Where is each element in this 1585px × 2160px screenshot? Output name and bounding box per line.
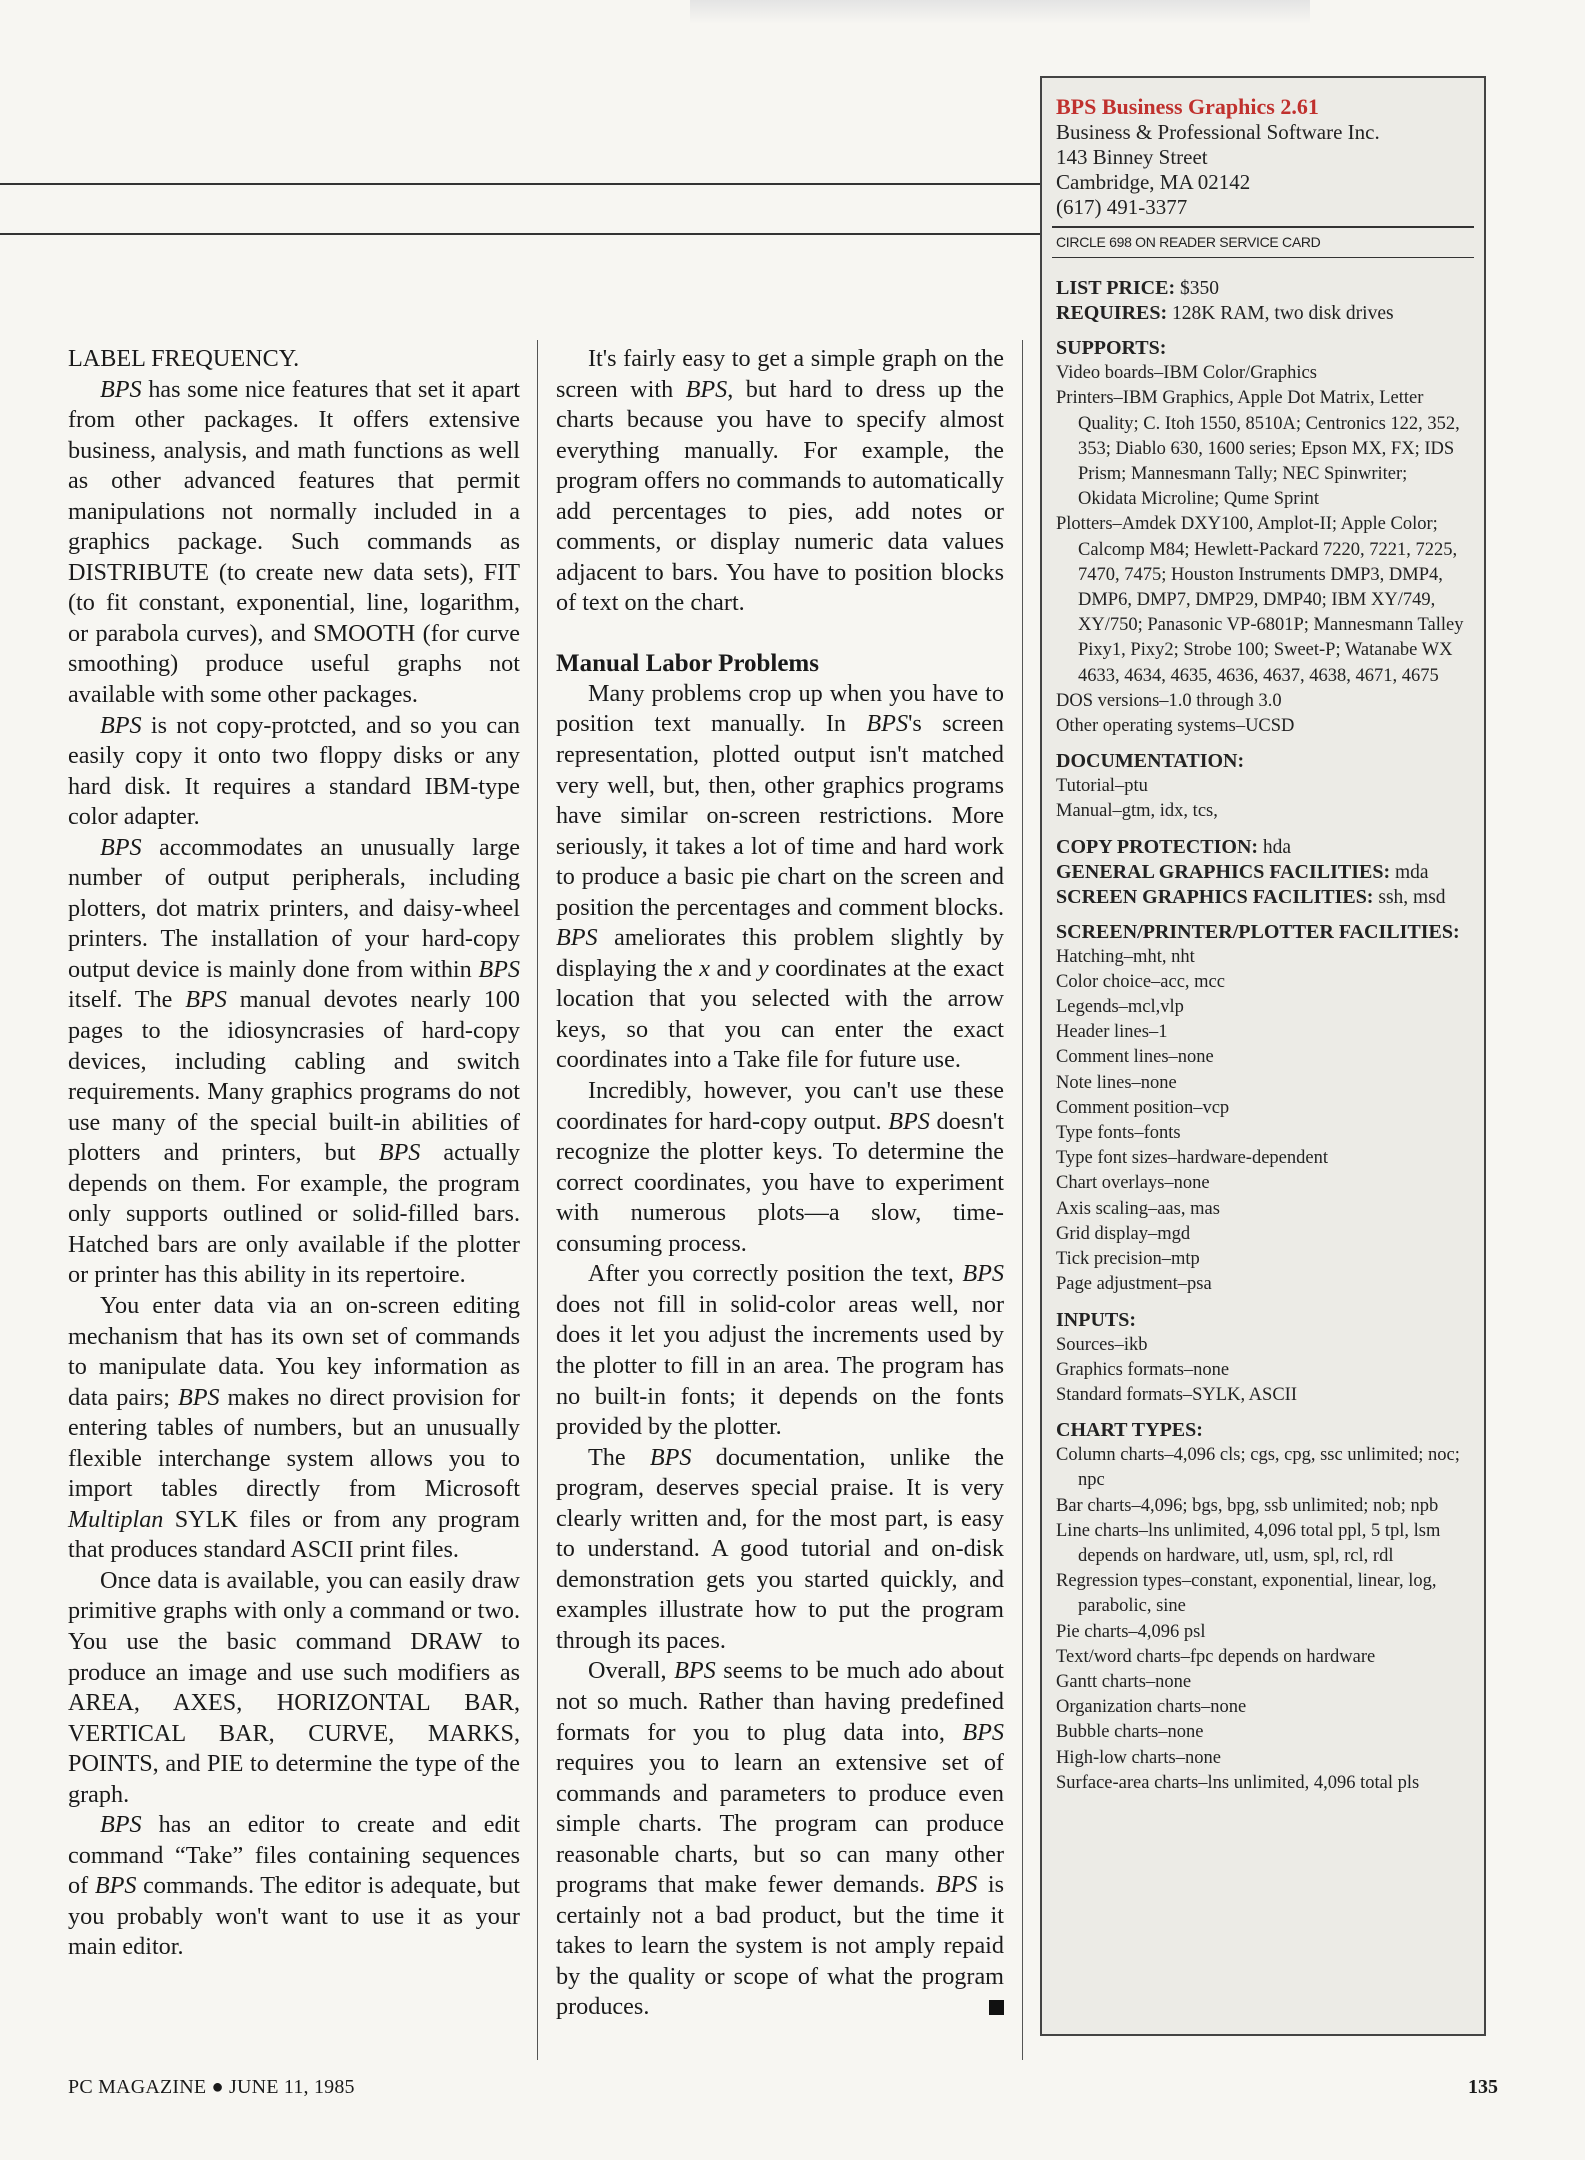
spec-item: Pie charts–4,096 psl <box>1056 1621 1206 1642</box>
screen-graphics-label: SCREEN GRAPHICS FACILITIES: <box>1056 885 1374 908</box>
spec-item: Organization charts–none <box>1056 1697 1247 1718</box>
spec-item: Chart overlays–none <box>1056 1173 1210 1194</box>
paragraph: BPS accommodates an unusually large number of output peripherals, including plotters, dot matrix printers, and daisy-wheel printers. The installation of your hard-copy output device is mainly done from within BPS itself. The BPS manual devotes nearly 100 pages to the idiosyncrasies of hard-copy devices, including cabling and switch requirements. Many graphics programs do not use many of the special built-in abilities of plotters and printers, but BPS actually depends on them. For example, the program only supports outlined or solid-filled bars. Hatched bars are only available if the plotter or printer has this ability in its repertoire. <box>68 833 520 1289</box>
spec-item: Column charts–4,096 cls; cgs, cpg, ssc unlimited; noc; npc <box>1056 1445 1460 1491</box>
spec-heading: INPUTS: <box>1056 1308 1137 1331</box>
spec-heading: DOCUMENTATION: <box>1056 750 1245 773</box>
list-price <box>1056 276 1470 301</box>
requires <box>1056 301 1470 326</box>
end-mark-icon <box>989 2000 1004 2015</box>
paragraph: BPS has an editor to create and edit command “Take” files containing sequences of BPS commands. The editor is adequate, but you probably won't want to use it as your main editor. <box>68 1811 520 1961</box>
divider <box>1052 257 1474 258</box>
spec-item: High-low charts–none <box>1056 1747 1221 1768</box>
spec-sections <box>1056 336 1470 824</box>
paragraph: BPS has some nice features that set it apart from other packages. It offers extensive business, analysis, and math functions as well as other advanced features that permit manipulations not normally included in a graphics package. Such commands as DISTRIBUTE (to create new data sets), FIT (to fit constant, exponential, line, logarithm, or parabola curves), and SMOOTH (for curve smoothing) produce useful graphs not available with some other packages. <box>68 375 520 709</box>
copy-protection-label: COPY PROTECTION: <box>1056 835 1259 858</box>
reader-service: CIRCLE 698 ON READER SERVICE CARD <box>1056 234 1321 250</box>
article-column-1 <box>68 344 520 1963</box>
column-divider <box>537 340 538 2060</box>
spec-item: Type fonts–fonts <box>1056 1123 1181 1144</box>
screen-graphics <box>1056 885 1470 910</box>
spec-item: Sources–ikb <box>1056 1334 1148 1355</box>
general-graphics-label: GENERAL GRAPHICS FACILITIES: <box>1056 860 1391 883</box>
paragraph: After you correctly position the text, BPS does not fill in solid-color areas well, nor does it let you adjust the increments used by the plotter to fill in an area. The program has no built-in fonts; it depends on the fonts provided by the plotter. <box>556 1260 1004 1441</box>
product-title: BPS Business Graphics 2.61 <box>1056 94 1319 119</box>
spec-item: DOS versions–1.0 through 3.0 <box>1056 690 1282 711</box>
spec-item: Hatching–mht, nht <box>1056 946 1195 967</box>
general-graphics <box>1056 860 1470 885</box>
page-number: 135 <box>1468 2076 1498 2098</box>
spec-item: Regression types–constant, exponential, linear, log, parabolic, sine <box>1056 1571 1437 1617</box>
spec-sections-2 <box>1056 920 1470 1796</box>
spec-item: Page adjustment–psa <box>1056 1274 1212 1295</box>
spec-heading: SUPPORTS: <box>1056 337 1167 360</box>
spec-item: Printers–IBM Graphics, Apple Dot Matrix, Letter Quality; C. Itoh 1550, 8510A; Centronics 122, 352, 353; Diablo 630, 1600 series; Epson MX, FX; IDS Prism; Mannesmann Tally; NEC Spinwriter; Okidata Microline; Qume Sprint <box>1056 388 1460 510</box>
header-rule <box>0 183 1040 185</box>
product-info-box <box>1040 76 1486 2036</box>
spec-item: Color choice–acc, mcc <box>1056 971 1225 992</box>
spec-item: Header lines–1 <box>1056 1022 1168 1043</box>
paragraph: You enter data via an on-screen editing mechanism that has its own set of commands to manipulate data. You key information as data pairs; BPS makes no direct provision for entering tables of numbers, but an unusually flexible interchange system allows you to import tables directly from Microsoft Multiplan SYLK files or from any program that produces standard ASCII print files. <box>68 1291 520 1564</box>
spec-item: Video boards–IBM Color/Graphics <box>1056 363 1317 384</box>
top-fade <box>690 0 1310 24</box>
paragraph: BPS is not copy-protcted, and so you can easily copy it onto two floppy disks or any hard disk. It requires a standard IBM-type color adapter. <box>68 711 520 831</box>
spec-item: Comment lines–none <box>1056 1047 1214 1068</box>
requires-value: 128K RAM, two disk drives <box>1172 303 1394 325</box>
spec-item: Manual–gtm, idx, tcs, <box>1056 801 1218 822</box>
spec-heading: SCREEN/PRINTER/PLOTTER FACILITIES: <box>1056 920 1460 943</box>
company-street: 143 Binney Street <box>1056 145 1208 169</box>
list-price-value: $350 <box>1180 278 1219 300</box>
spec-item: Legends–mcl,vlp <box>1056 997 1184 1018</box>
spec-item: Grid display–mgd <box>1056 1223 1191 1244</box>
spec-item: Note lines–none <box>1056 1072 1177 1093</box>
spec-item: Bubble charts–none <box>1056 1722 1204 1743</box>
list-price-label: LIST PRICE: <box>1056 277 1176 300</box>
paragraph: Overall, BPS seems to be much ado about not so much. Rather than having predefined formats for you to plug data into, BPS requires you to learn an extensive set of commands and parameters to produce even simple charts. The program can produce reasonable charts, but so can many other programs that make fewer demands. BPS is certainly not a bad product, but the time it takes to learn the system is not amply repaid by the quality or scope of what the program produces. <box>556 1657 1004 2021</box>
spec-item: Other operating systems–UCSD <box>1056 716 1295 737</box>
spec-item: Bar charts–4,096; bgs, bpg, ssb unlimited; nob; npb <box>1056 1495 1439 1516</box>
spec-item: Gantt charts–none <box>1056 1671 1192 1692</box>
requires-label: REQUIRES: <box>1056 302 1168 325</box>
company-city: Cambridge, MA 02142 <box>1056 170 1251 194</box>
spec-item: Standard formats–SYLK, ASCII <box>1056 1384 1297 1405</box>
footer-publication: PC MAGAZINE ● JUNE 11, 1985 <box>68 2076 355 2098</box>
section-heading: Manual Labor Problems <box>556 649 819 677</box>
copy-protection <box>1056 835 1470 860</box>
column-divider <box>1022 340 1023 2060</box>
spec-item: Type font sizes–hardware-dependent <box>1056 1148 1328 1169</box>
spec-item: Plotters–Amdek DXY100, Amplot-II; Apple Color; Calcomp M84; Hewlett-Packard 7220, 7221, 7225, 7470, 7475; Houston Instruments DMP3, DMP4, DMP6, DMP7, DMP29, DMP40; IBM XY/749, XY/750; Panasonic VP-6801P; Mannesmann Talley Pixy1, Pixy2; Strobe 100; Sweet-P; Watanabe WX 4633, 4634, 4635, 4636, 4637, 4638, 4671, 4675 <box>1056 514 1464 686</box>
screen-graphics-value: ssh, msd <box>1378 886 1446 908</box>
spec-item: Line charts–lns unlimited, 4,096 total ppl, 5 tpl, lsm depends on hardware, utl, usm, spl, rcl, rdl <box>1056 1520 1441 1566</box>
spec-item: Tutorial–ptu <box>1056 776 1148 797</box>
company-phone: (617) 491-3377 <box>1056 195 1188 219</box>
column-2-top <box>556 344 1004 619</box>
spec-item: Surface-area charts–lns unlimited, 4,096 total pls <box>1056 1772 1420 1793</box>
spec-item: Axis scaling–aas, mas <box>1056 1198 1220 1219</box>
paragraph: The BPS documentation, unlike the program, deserves special praise. It is very clearly written and, for the most part, is easy to understand. A good tutorial and on-disk demonstration gets you started quickly, and examples illustrate how to put the program through its paces. <box>556 1443 1004 1654</box>
paragraph: It's fairly easy to get a simple graph on the screen with BPS, but hard to dress up the charts because you have to specify almost everything manually. For example, the program offers no commands to automatically add percentages to pies, add notes or comments, or display numeric data values adjacent to bars. You have to position blocks of text on the chart. <box>556 345 1004 617</box>
paragraph: Incredibly, however, you can't use these coordinates for hard-copy output. BPS doesn't recognize the plotter keys. To determine the correct coordinates, you have to experiment with numerous plots—a slow, time-consuming process. <box>556 1077 1004 1257</box>
spec-item: Comment position–vcp <box>1056 1097 1230 1118</box>
spec-item: Tick precision–mtp <box>1056 1249 1200 1270</box>
paragraph: Once data is available, you can easily draw primitive graphs with only a command or two. You use the basic command DRAW to produce an image and use such modifiers as AREA, AXES, HORIZONTAL BAR, VERTICAL BAR, CURVE, MARKS, POINTS, and PIE to determine the type of the graph. <box>68 1566 520 1808</box>
header-rule-lower <box>0 233 1040 235</box>
column-2-bottom <box>556 679 1004 2023</box>
article-column-2 <box>556 344 1004 2023</box>
spec-heading: CHART TYPES: <box>1056 1419 1203 1442</box>
general-graphics-value: mda <box>1395 861 1429 883</box>
spec-item: Graphics formats–none <box>1056 1359 1230 1380</box>
paragraph: Many problems crop up when you have to position text manually. In BPS's screen representation, plotted output isn't matched very well, but, then, other graphics programs have similar on-screen restrictions. More seriously, it takes a lot of time and hard work to produce a basic pie chart on the screen and position the percentages and comment blocks. BPS ameliorates this problem slightly by displaying the x and y coordinates at the exact location that you selected with the arrow keys, so that you can enter the exact coordinates into a Take file for future use. <box>556 679 1004 1074</box>
paragraph: LABEL FREQUENCY. <box>68 345 300 372</box>
company-name: Business & Professional Software Inc. <box>1056 120 1380 144</box>
spec-item: Text/word charts–fpc depends on hardware <box>1056 1646 1376 1667</box>
copy-protection-value: hda <box>1262 836 1292 858</box>
